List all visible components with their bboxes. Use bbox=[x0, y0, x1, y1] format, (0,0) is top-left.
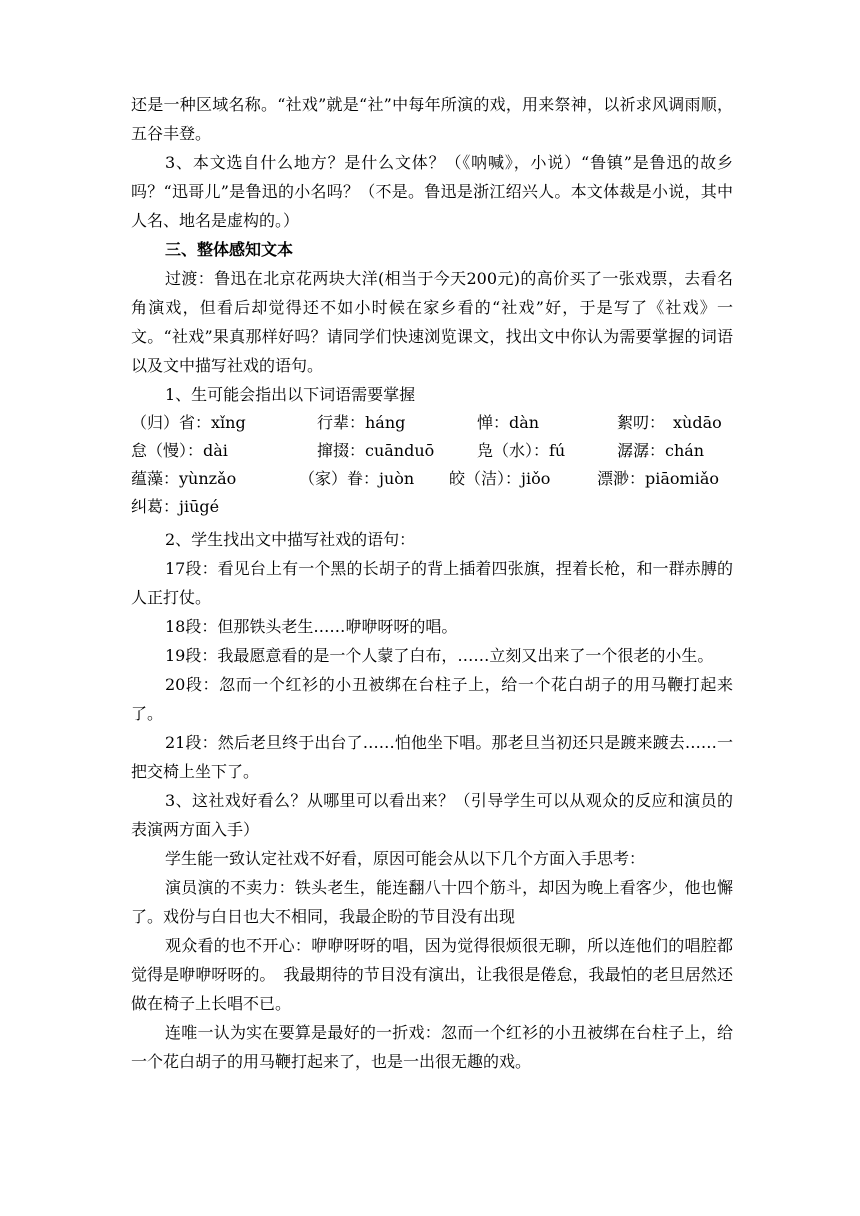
vocab-item: 蕴藻：yùnzǎo bbox=[131, 469, 237, 488]
vocab-item: 漂渺：piāomiǎo bbox=[597, 469, 719, 488]
vocab-item: 惮：dàn bbox=[477, 413, 540, 432]
quote-paragraph-18: 18段：但那铁头老生……咿咿呀呀的唱。 bbox=[165, 617, 458, 636]
vocab-item: 怠（慢）：dài bbox=[131, 441, 228, 460]
document-body bbox=[131, 90, 733, 1076]
question-3-source: 3、本文选自什么地方？是什么文体？（《呐喊》，小说）“鲁镇”是鲁迅的故乡吗？“迅哥儿”是鲁迅的小名吗？（不是。鲁迅是浙江绍兴人。本文体裁是小说，其中人名、地名是虚构的。） bbox=[131, 153, 733, 230]
vocab-item: 潺潺：chán bbox=[617, 441, 705, 460]
vocab-item: （家）眷：juòn bbox=[299, 469, 415, 488]
paragraph-audience: 观众看的也不开心：咿咿呀呀的唱，因为觉得很烦很无聊，所以连他们的唱腔都觉得是咿咿呀呀的。 我最期待的节目没有演出，让我很是倦怠，我最怕的老旦居然还做在椅子上长唱不已。 bbox=[131, 936, 733, 1013]
paragraph-transition: 过渡：鲁迅在北京花两块大洋(相当于今天200元)的高价买了一张戏票，去看名角演戏，但看后却觉得还不如小时候在家乡看的“社戏”好，于是写了《社戏》一文。“社戏”果真那样好吗？请同学们快速浏览课文，找出文中你认为需要掌握的词语以及文中描写社戏的语句。 bbox=[131, 269, 733, 375]
vocab-row bbox=[131, 409, 733, 437]
quote-paragraph-17: 17段：看见台上有一个黑的长胡子的背上插着四张旗，捏着长枪，和一群赤膊的人正打仗。 bbox=[131, 559, 733, 607]
paragraph-best-scene: 连唯一认为实在要算是最好的一折戏：忽而一个红衫的小丑被绑在台柱子上，给一个花白胡子的用马鞭打起来了，也是一出很无趣的戏。 bbox=[131, 1023, 733, 1071]
paragraph-reasons-intro: 学生能一致认定社戏不好看，原因可能会从以下几个方面入手思考： bbox=[165, 849, 646, 868]
vocab-item: （归）省：xǐng bbox=[131, 413, 246, 432]
quote-paragraph-20: 20段：忽而一个红衫的小丑被绑在台柱子上，给一个花白胡子的用马鞭打起来了。 bbox=[131, 675, 733, 723]
question-3-good-show: 3、这社戏好看么？从哪里可以看出来？（引导学生可以从观众的反应和演员的表演两方面入手） bbox=[131, 791, 733, 839]
vocab-row bbox=[131, 493, 733, 521]
vocab-item: 行辈：háng bbox=[317, 413, 406, 432]
vocab-row bbox=[131, 465, 733, 493]
paragraph-actors: 演员演的不卖力：铁头老生，能连翻八十四个筋斗，却因为晚上看客少，他也懈了。戏份与白日也大不相同，我最企盼的节目没有出现 bbox=[131, 878, 733, 926]
vocab-row bbox=[131, 437, 733, 465]
vocab-item: 纠葛：jiūgé bbox=[131, 497, 220, 516]
paragraph-shexi-definition: 还是一种区域名称。“社戏”就是“社”中每年所演的戏，用来祭神，以祈求风调雨顺，五谷丰登。 bbox=[131, 95, 733, 143]
vocab-item: 絮叨： xùdāo bbox=[617, 413, 722, 432]
vocab-item: 皎（洁）：jiǒo bbox=[449, 469, 551, 488]
section-heading-overall-perception: 三、整体感知文本 bbox=[165, 240, 294, 259]
quote-paragraph-21: 21段：然后老旦终于出台了……怕他坐下唱。那老旦当初还只是踱来踱去……一把交椅上坐下了。 bbox=[131, 733, 733, 781]
vocab-item: 凫（水）：fú bbox=[477, 441, 566, 460]
vocab-item: 撺掇：cuānduō bbox=[317, 441, 435, 460]
item-2-quotes: 2、学生找出文中描写社戏的语句： bbox=[165, 530, 416, 549]
item-1-vocabulary: 1、生可能会指出以下词语需要掌握 bbox=[165, 385, 416, 404]
quote-paragraph-19: 19段：我最愿意看的是一个人蒙了白布，……立刻又出来了一个很老的小生。 bbox=[165, 646, 714, 665]
